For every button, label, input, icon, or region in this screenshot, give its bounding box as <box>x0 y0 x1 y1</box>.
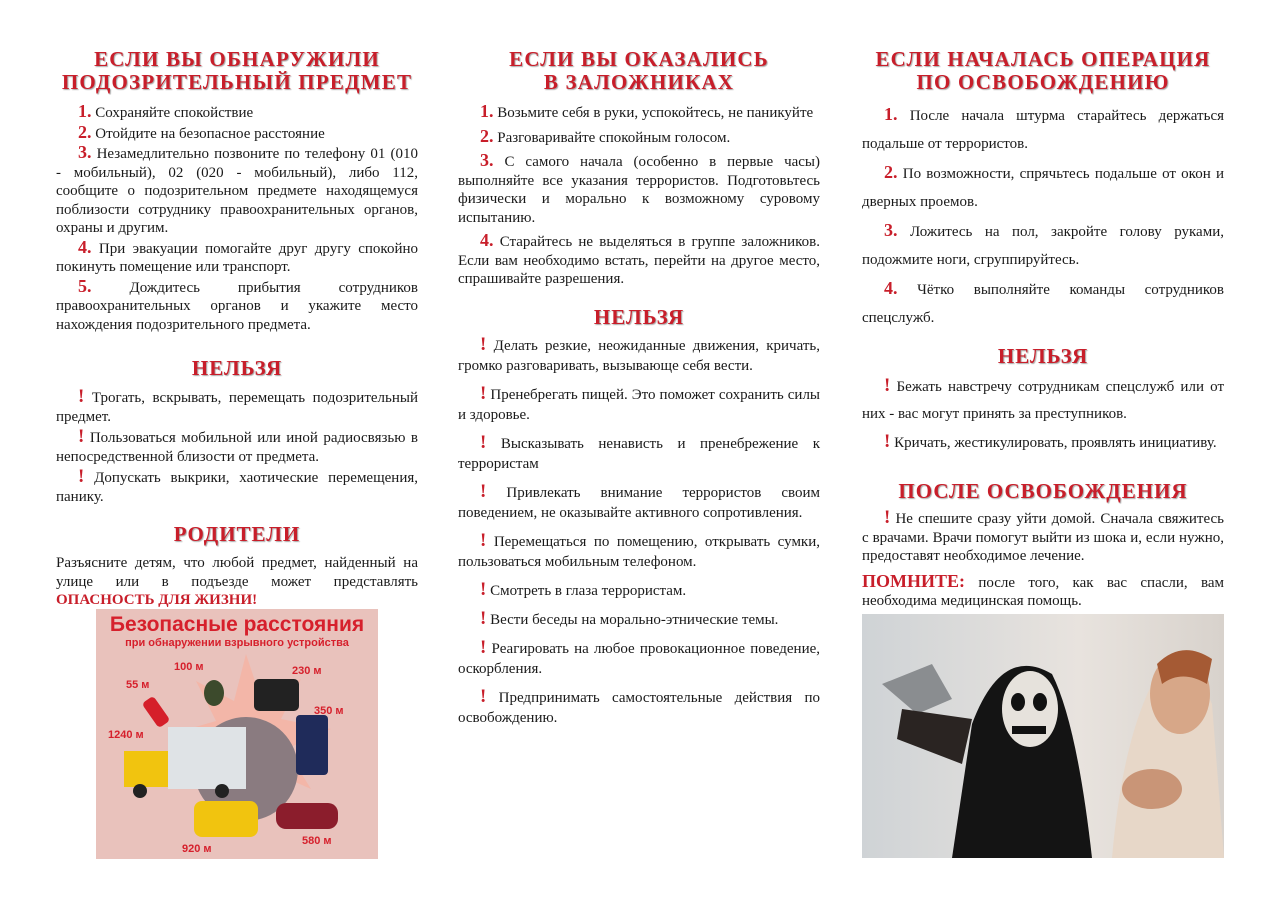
list-item: ! Привлекать внимание террористов своим поведением, не оказывайте активного сопротивления. <box>458 480 820 521</box>
ban-title: НЕЛЬЗЯ <box>593 304 685 329</box>
list-item: 2. Разговаривайте спокойным голосом. <box>480 125 731 146</box>
list-item: 3. С самого начала (особенно в первые часы) выполняйте все указания террористов. Подготовьтесь физически и морально к возможному суровому испытанию. <box>458 150 821 226</box>
after-title: ПОСЛЕ ОСВОБОЖДЕНИЯ <box>898 479 1188 503</box>
poster-subtitle: при обнаружении взрывного устройства <box>125 637 349 649</box>
distance-label: 100 м <box>174 661 204 673</box>
list-item: 1. После начала штурма старайтесь держаться подальше от террористов. <box>862 104 1224 152</box>
list-item: 2. Отойдите на безопасное расстояние <box>78 121 325 142</box>
list-item: 2. По возможности, спрячьтесь подальше от окон и дверных проемов. <box>862 162 1224 210</box>
exclamation-icon: ! <box>884 507 891 528</box>
exclamation-icon: ! <box>480 382 487 404</box>
list-item: ! Перемещаться по помещению, открывать сумки, пользоваться мобильным телефоном. <box>458 529 821 570</box>
ban-title: НЕЛЬЗЯ <box>191 356 283 380</box>
list-item: ! Предпринимать самостоятельные действия по освобождению. <box>458 685 821 726</box>
exclamation-icon: ! <box>480 607 487 629</box>
suitcase-icon <box>296 715 328 775</box>
section-title-hostages: ЕСЛИ ВЫ ОКАЗАЛИСЬ В ЗАЛОЖНИКАХ <box>509 47 769 94</box>
column-liberation <box>862 48 1224 611</box>
section-title-liberation: ЕСЛИ НАЧАЛАСЬ ОПЕРАЦИЯ ПО ОСВОБОЖДЕНИЮ <box>875 47 1211 94</box>
exclamation-icon: ! <box>78 426 85 447</box>
column-hostages <box>458 48 820 736</box>
list-item: 5. Дождитесь прибытия сотрудников правоохранительных органов и укажите место нахождения подозрительного предмета. <box>56 275 418 333</box>
ban-list <box>56 388 418 506</box>
hostage-photo <box>862 614 1224 858</box>
list-item: ! Реагировать на любое провокационное поведение, оскорбления. <box>458 636 821 677</box>
safe-distance-poster <box>96 609 378 859</box>
exclamation-icon: ! <box>480 636 487 658</box>
list-item: 4. При эвакуации помогайте друг другу спокойно покинуть помещение или транспорт. <box>56 236 418 275</box>
exclamation-icon: ! <box>480 529 487 551</box>
exclamation-icon: ! <box>78 466 85 487</box>
list-item: 4. Чётко выполняйте команды сотрудников спецслужб. <box>862 278 1224 326</box>
list-item: ! Кричать, жестикулировать, проявлять инициативу. <box>884 431 1217 452</box>
list-item: ! Смотреть в глаза террористам. <box>480 578 687 600</box>
list-item: ! Высказывать ненависть и пренебрежение к террористам <box>458 431 821 472</box>
list-item: ! Пренебрегать пищей. Это поможет сохранить силы и здоровье. <box>458 382 821 423</box>
list-item: ! Трогать, вскрывать, перемещать подозрительный предмет. <box>56 386 418 425</box>
list-item: 3. Незамедлительно позвоните по телефону 01 (010 - мобильный), 02 (020 - мобильный), либо 112, сообщите о подозрительном предмете находящемуся поблизости сотруднику правоохранительных органов, охраны и другим. <box>56 142 418 236</box>
list-item: 4. Старайтесь не выделяться в группе заложников. Если вам необходимо встать, перейти на другое место, спрашивайте разрешения. <box>458 230 820 287</box>
distance-label: 55 м <box>126 679 150 691</box>
list-item: ! Бежать навстречу сотрудникам спецслужб или от них - вас могут принять за преступников. <box>862 375 1225 422</box>
distance-label: 350 м <box>314 705 344 717</box>
van-icon <box>194 801 258 837</box>
car-icon <box>276 803 338 829</box>
exclamation-icon: ! <box>884 375 891 396</box>
list-item: ! Делать резкие, неожиданные движения, кричать, громко разговаривать, вызывающе себя вести. <box>458 333 821 374</box>
list-item: ! Допускать выкрики, хаотические перемещения, панику. <box>56 466 419 505</box>
distance-label: 580 м <box>302 835 332 847</box>
list-item: 3. Ложитесь на пол, закройте голову руками, подожмите ноги, сгруппируйтесь. <box>862 220 1224 268</box>
truck-body-icon <box>168 727 246 789</box>
parents-text: Разъясните детям, что любой предмет, найденный на улице или в подъезде может представлять ОПАСНОСТЬ ДЛЯ ЖИЗНИ! <box>56 555 418 608</box>
section-title-suspicious-object: ЕСЛИ ВЫ ОБНАРУЖИЛИ ПОДОЗРИТЕЛЬНЫЙ ПРЕДМЕТ <box>61 47 413 94</box>
exclamation-icon: ! <box>480 333 487 355</box>
skull-mask <box>1002 671 1058 747</box>
exclamation-icon: ! <box>480 685 487 707</box>
column-suspicious-object <box>56 48 418 610</box>
distance-label: 920 м <box>182 843 212 855</box>
distance-label: 230 м <box>292 665 322 677</box>
exclamation-icon: ! <box>78 386 85 407</box>
parents-title: РОДИТЕЛИ <box>173 522 301 546</box>
ban-list <box>458 335 820 728</box>
list-item: 1. Сохраняйте спокойствие <box>78 101 254 121</box>
distance-label: 1240 м <box>108 729 144 741</box>
steps-list <box>862 100 1224 332</box>
exclamation-icon: ! <box>480 431 487 453</box>
truck-cabin-icon <box>124 751 174 787</box>
steps-list <box>56 102 418 334</box>
exclamation-icon: ! <box>480 480 487 502</box>
list-item: 1. Возьмите себя в руки, успокойтесь, не паникуйте <box>480 101 814 121</box>
bag-icon <box>254 679 299 711</box>
list-item: ! Пользоваться мобильной или иной радиосвязью в непосредственной близости от предмета. <box>56 426 419 465</box>
grenade-icon <box>204 680 224 706</box>
ban-list <box>862 372 1224 457</box>
dynamite-icon <box>142 696 171 729</box>
ban-title: НЕЛЬЗЯ <box>997 344 1089 368</box>
poster-title: Безопасные расстояния <box>109 613 365 636</box>
steps-list <box>458 102 820 289</box>
after-text: ! Не спешите сразу уйти домой. Сначала свяжитесь с врачами. Врачи помогут выйти из шока и, если нужно, предоставят необходимое лечение. ПОМНИТЕ: после того, как вас спасли, вам необходима медицинская помощь. <box>862 507 1225 609</box>
exclamation-icon: ! <box>884 431 891 452</box>
list-item: ! Вести беседы на морально-этнические темы. <box>480 607 779 629</box>
exclamation-icon: ! <box>480 578 487 600</box>
